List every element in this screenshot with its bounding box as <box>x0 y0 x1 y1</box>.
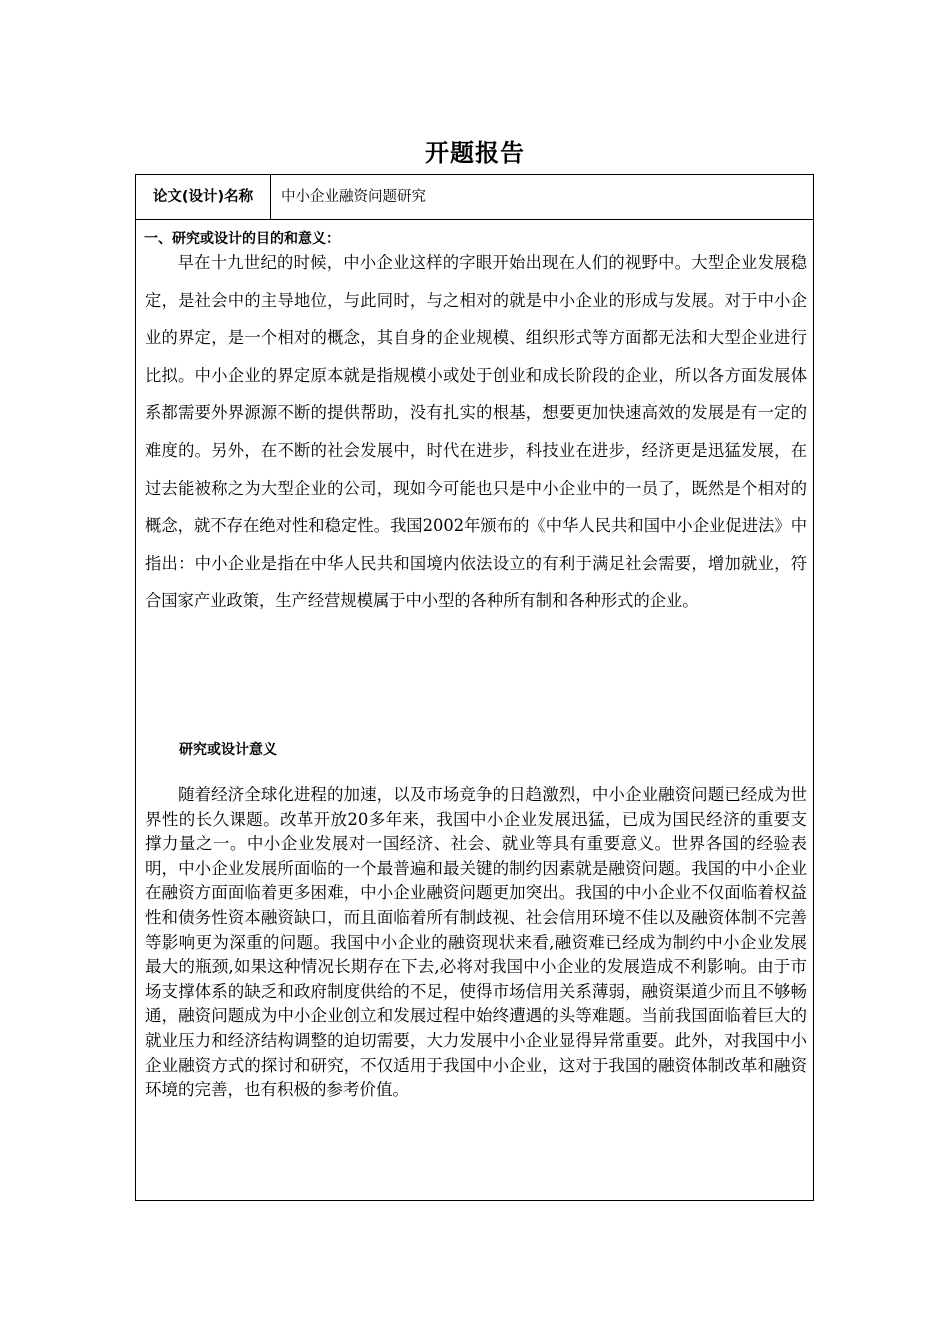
thesis-title-row <box>136 175 813 220</box>
background-paragraph: 早在十九世纪的时候，中小企业这样的字眼开始出现在人们的视野中。大型企业发展稳定，是社会中的主导地位，与此同时，与之相对的就是中小企业的形成与发展。对于中小企业的界定，是一个相对的概念，其自身的企业规模、组织形式等方面都无法和大型企业进行比拟。中小企业的界定原本就是指规模小或处于创业和成长阶段的企业，所以各方面发展体系都需要外界源源不断的提供帮助，没有扎实的根基，想要更加快速高效的发展是有一定的难度的。另外，在不断的社会发展中，时代在进步，科技业在进步，经济更是迅猛发展，在过去能被称之为大型企业的公司，现如今可能也只是中小企业中的一员了，既然是个相对的概念，就不存在绝对性和稳定性。我国2002年颁布的《中华人民共和国中小企业促进法》中指出：中小企业是指在中华人民共和国境内依法设立的有利于满足社会需要，增加就业，符合国家产业政策，生产经营规模属于中小型的各种所有制和各种形式的企业。 <box>145 253 807 611</box>
significance-paragraph: 随着经济全球化进程的加速，以及市场竞争的日趋激烈，中小企业融资问题已经成为世界性的长久课题。改革开放20多年来，我国中小企业发展迅猛，已成为国民经济的重要支撑力量之一。中小企业发展对一国经济、社会、就业等具有重要意义。世界各国的经验表明，中小企业发展所面临的一个最普遍和最关键的制约因素就是融资问题。我国的中小企业在融资方面面临着更多困难，中小企业融资问题更加突出。我国的中小企业不仅面临着权益性和债务性资本融资缺口，而且面临着所有制歧视、社会信用环境不佳以及融资体制不完善等影响更为深重的问题。我国中小企业的融资现状来看,融资难已经成为制约中小企业发展最大的瓶颈,如果这种情况长期存在下去,必将对我国中小企业的发展造成不利影响。由于市场支撑体系的缺乏和政府制度供给的不足，使得市场信用关系薄弱，融资渠道少而且不够畅通，融资问题成为中小企业创立和发展过程中始终遭遇的头等难题。当前我国面临着巨大的就业压力和经济结构调整的迫切需要，大力发展中小企业显得异常重要。此外，对我国中小企业融资方式的探讨和研究，不仅适用于我国中小企业，这对于我国的融资体制改革和融资环境的完善，也有积极的参考价值。 <box>145 785 807 1100</box>
section-heading: 一、研究或设计的目的和意义： <box>144 231 340 247</box>
document-title: 开题报告 <box>425 139 525 167</box>
thesis-title-label: 论文(设计)名称 <box>136 175 271 219</box>
proposal-form-table <box>135 174 814 1201</box>
thesis-title-value: 中小企业融资问题研究 <box>281 189 426 205</box>
purpose-significance-cell <box>136 220 813 1200</box>
significance-subheading: 研究或设计意义 <box>179 742 277 758</box>
